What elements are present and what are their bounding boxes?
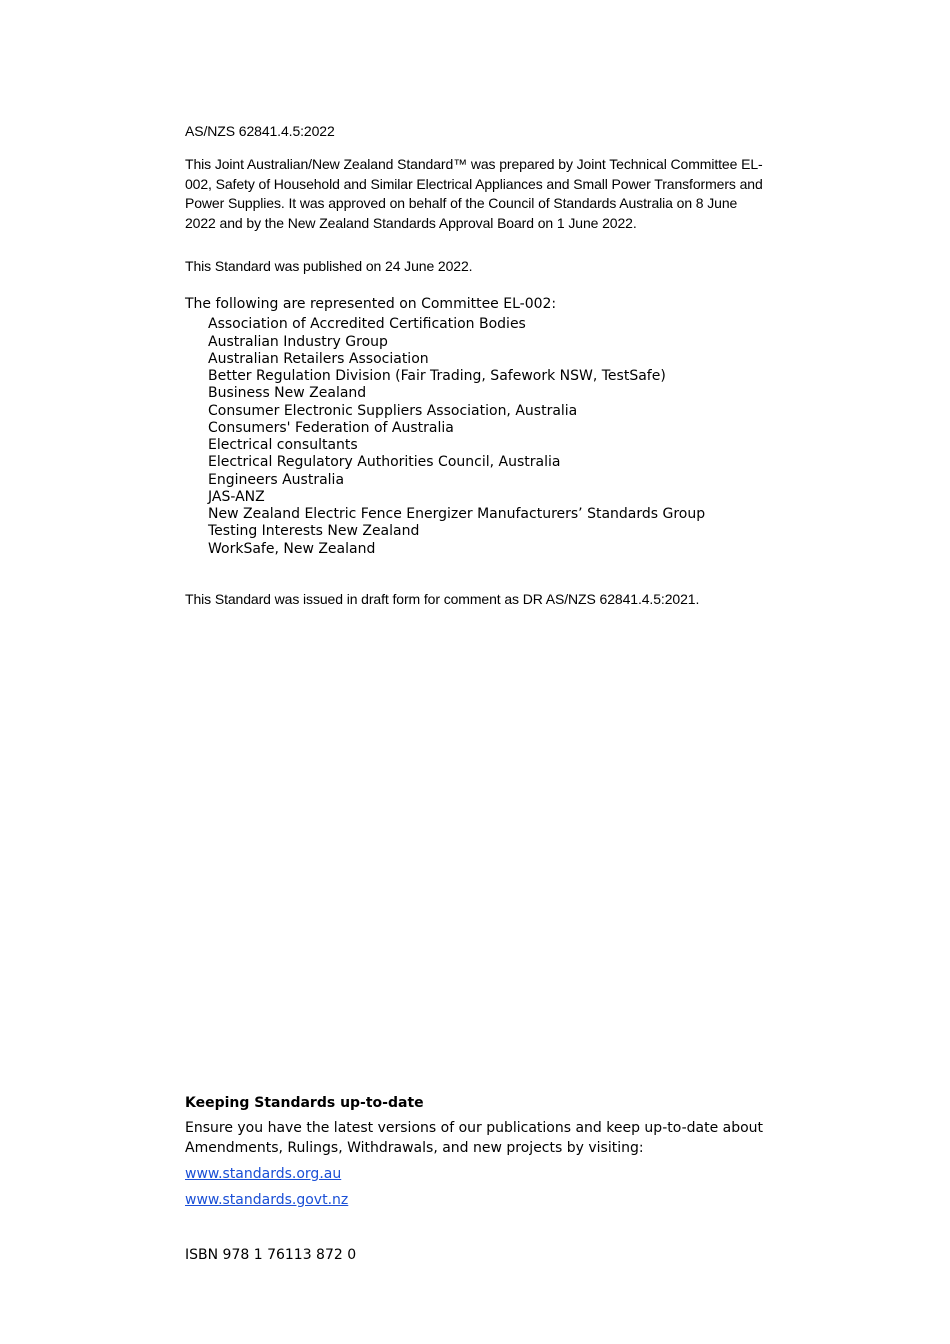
committee-member: Consumer Electronic Suppliers Association, Australia	[208, 402, 578, 419]
isbn: ISBN 978 1 76113 872 0	[185, 1247, 357, 1263]
keeping-heading: Keeping Standards up-to-date	[185, 1095, 424, 1111]
committee-member: WorkSafe, New Zealand	[208, 540, 376, 557]
standard-number: AS/NZS 62841.4.5:2022	[185, 123, 335, 139]
committee-member: Engineers Australia	[208, 471, 345, 488]
keeping-up-to-date-section	[185, 1094, 775, 1216]
committee-intro: The following are represented on Committee EL-002:	[185, 296, 557, 312]
committee-member-list	[185, 316, 705, 558]
committee-member: Electrical Regulatory Authorities Council, Australia	[208, 454, 561, 471]
keeping-text: Ensure you have the latest versions of our publications and keep up-to-date about Amendments, Rulings, Withdrawals, and new projects by visiting:	[185, 1120, 764, 1156]
committee-member: Consumers' Federation of Australia	[208, 419, 454, 436]
published-date: This Standard was published on 24 June 2022.	[185, 258, 473, 274]
document-page	[185, 0, 775, 1344]
committee-member: Testing Interests New Zealand	[208, 523, 420, 540]
committee-member: Australian Retailers Association	[208, 350, 429, 367]
preparation-paragraph: This Joint Australian/New Zealand Standard™ was prepared by Joint Technical Committee EL-002, Safety of Household and Similar Electrical Appliances and Small Power Transformers and Power Supplies. It was approved on behalf of the Council of Standards Australia on 8 June 2022 and by the New Zealand Standards Approval Board on 1 June 2022.	[185, 156, 763, 231]
standards-australia-link[interactable]: www.standards.org.au	[185, 1166, 342, 1182]
standards-nz-link[interactable]: www.standards.govt.nz	[185, 1192, 349, 1208]
committee-member: Business New Zealand	[208, 385, 367, 402]
committee-member: Australian Industry Group	[208, 333, 388, 350]
committee-member: JAS-ANZ	[208, 488, 265, 505]
committee-member: Better Regulation Division (Fair Trading, Safework NSW, TestSafe)	[208, 368, 666, 384]
draft-notice: This Standard was issued in draft form for comment as DR AS/NZS 62841.4.5:2021.	[185, 591, 700, 607]
committee-member: New Zealand Electric Fence Energizer Manufacturers’ Standards Group	[208, 506, 706, 522]
committee-member: Association of Accredited Certification Bodies	[208, 316, 526, 333]
committee-section	[185, 296, 705, 558]
committee-member: Electrical consultants	[208, 437, 358, 453]
